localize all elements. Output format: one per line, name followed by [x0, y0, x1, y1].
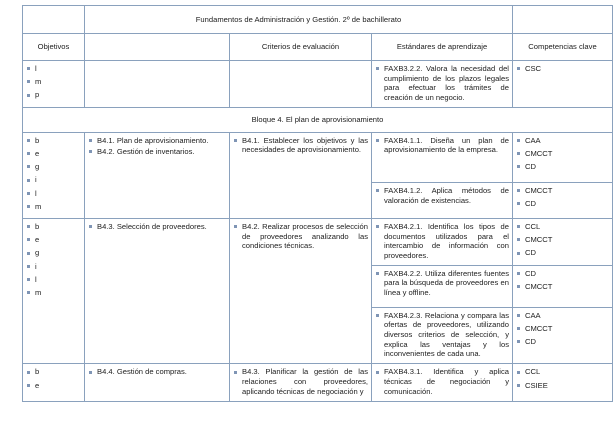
- list-item: CD: [516, 248, 609, 258]
- estandar-cell: [372, 364, 513, 401]
- list-item: CD: [516, 162, 609, 172]
- contenidos-cell: [85, 364, 230, 401]
- list-item: m: [26, 77, 81, 87]
- criterio-cell: [230, 219, 372, 364]
- list-item: B4.1. Plan de aprovisionamiento.: [88, 136, 226, 146]
- list-item: CD: [516, 337, 609, 347]
- competencias-cell: [513, 183, 613, 219]
- competencias-cell: [513, 307, 613, 363]
- objetivos-cell: [23, 364, 85, 401]
- estandar-cell: [372, 219, 513, 266]
- list-item: l: [26, 189, 81, 199]
- list-item: FAXB3.2.2. Valora la necesidad del cumplimiento de los plazos legales para efectuar los trámites de creación de un negocio.: [375, 64, 509, 102]
- list-item: CSC: [516, 64, 609, 74]
- header-empty: [85, 34, 230, 61]
- list-item: B4.1. Establecer los objetivos y las necesidades de aprovisionamiento.: [233, 136, 368, 155]
- list-item: CCL: [516, 367, 609, 377]
- competencias-cell: [513, 61, 613, 108]
- table-row: [23, 219, 613, 266]
- list-item: m: [26, 202, 81, 212]
- contenidos-cell: [85, 61, 230, 108]
- list-item: l: [26, 64, 81, 74]
- estandar-cell: [372, 183, 513, 219]
- list-item: m: [26, 288, 81, 298]
- list-item: FAXB4.1.2. Aplica métodos de valoración de existencias.: [375, 186, 509, 205]
- list-item: p: [26, 90, 81, 100]
- estandar-cell: [372, 61, 513, 108]
- table-title: Fundamentos de Administración y Gestión. 2º de bachillerato: [85, 6, 513, 34]
- list-item: l: [26, 275, 81, 285]
- table-row: [23, 132, 613, 182]
- list-item: B4.2. Realizar procesos de selección de proveedores analizando las condiciones técnicas.: [233, 222, 368, 251]
- list-item: FAXB4.2.1. Identifica los tipos de documentos utilizados para el intercambio de información con proveedores.: [375, 222, 509, 260]
- list-item: i: [26, 175, 81, 185]
- criterio-cell: [230, 61, 372, 108]
- list-item: i: [26, 262, 81, 272]
- list-item: B4.4. Gestión de compras.: [88, 367, 226, 377]
- list-item: e: [26, 235, 81, 245]
- header-objetivos: Objetivos: [23, 34, 85, 61]
- list-item: CAA: [516, 311, 609, 321]
- objetivos-cell: [23, 61, 85, 108]
- list-item: b: [26, 136, 81, 146]
- table-row: [23, 364, 613, 401]
- header-estandares: Estándares de aprendizaje: [372, 34, 513, 61]
- criterio-cell: [230, 364, 372, 401]
- competencias-cell: [513, 219, 613, 266]
- competencias-cell: [513, 364, 613, 401]
- list-item: CMCCT: [516, 282, 609, 292]
- list-item: e: [26, 149, 81, 159]
- table-row: [23, 61, 613, 108]
- list-item: CMCCT: [516, 149, 609, 159]
- contenidos-cell: [85, 132, 230, 218]
- list-item: CMCCT: [516, 324, 609, 334]
- list-item: CCL: [516, 222, 609, 232]
- estandar-cell: [372, 132, 513, 182]
- header-competencias: Competencias clave: [513, 34, 613, 61]
- header-criterios: Criterios de evaluación: [230, 34, 372, 61]
- objetivos-cell: [23, 132, 85, 218]
- list-item: CMCCT: [516, 235, 609, 245]
- list-item: CAA: [516, 136, 609, 146]
- estandar-cell: [372, 307, 513, 363]
- list-item: FAXB4.3.1. Identifica y aplica técnicas de negociación y comunicación.: [375, 367, 509, 396]
- curriculum-table: [22, 5, 613, 402]
- list-item: g: [26, 248, 81, 258]
- list-item: b: [26, 222, 81, 232]
- competencias-cell: [513, 132, 613, 182]
- list-item: FAXB4.2.3. Relaciona y compara las ofertas de proveedores, utilizando diversos criterios de selección, y explica las ventajas y los inconvenientes de cada una.: [375, 311, 509, 359]
- list-item: b: [26, 367, 81, 377]
- list-item: B4.2. Gestión de inventarios.: [88, 147, 226, 157]
- competencias-cell: [513, 265, 613, 307]
- estandar-cell: [372, 265, 513, 307]
- empty-corner-cell: [513, 6, 613, 34]
- list-item: CD: [516, 199, 609, 209]
- block-title: Bloque 4. El plan de aprovisionamiento: [23, 107, 613, 132]
- list-item: e: [26, 381, 81, 391]
- list-item: CSIEE: [516, 381, 609, 391]
- list-item: CD: [516, 269, 609, 279]
- list-item: FAXB4.2.2. Utiliza diferentes fuentes para la búsqueda de proveedores en línea y offline.: [375, 269, 509, 298]
- list-item: B4.3. Planificar la gestión de las relaciones con proveedores, aplicando técnicas de negociación y: [233, 367, 368, 396]
- objetivos-cell: [23, 219, 85, 364]
- empty-corner-cell: [23, 6, 85, 34]
- list-item: B4.3. Selección de proveedores.: [88, 222, 226, 232]
- list-item: FAXB4.1.1. Diseña un plan de aprovisionamiento de la empresa.: [375, 136, 509, 155]
- contenidos-cell: [85, 219, 230, 364]
- list-item: CMCCT: [516, 186, 609, 196]
- list-item: g: [26, 162, 81, 172]
- criterio-cell: [230, 132, 372, 218]
